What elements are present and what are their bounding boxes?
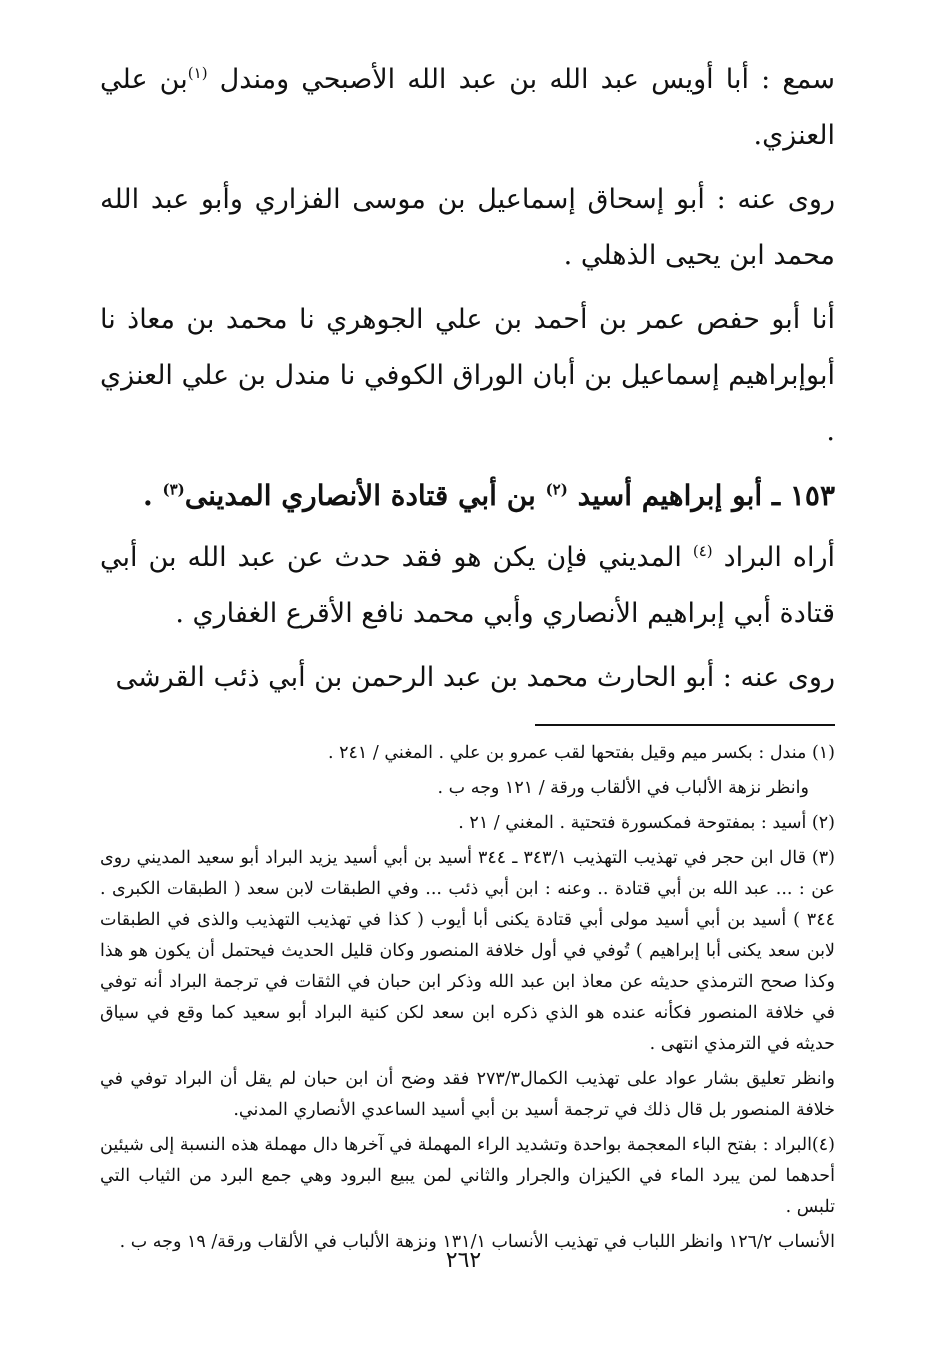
paragraph-text: بن علي العنزي. xyxy=(100,64,835,151)
heading-text: بن أبي قتادة الأنصاري المدينى xyxy=(184,479,546,512)
footnote-1: (١) مندل : بكسر ميم وقيل بفتحها لقب عمرو بن علي . المغني / ٢٤١ . xyxy=(327,743,835,763)
paragraph-narrated-by: روى عنه : أبو إسحاق إسماعيل بن موسى الفزاري وأبو عبد الله محمد ابن يحيى الذهلي . xyxy=(100,184,835,271)
page-body xyxy=(100,52,835,1262)
entry-heading xyxy=(100,468,835,524)
footnote-ref-3[interactable]: (٣) xyxy=(162,480,185,499)
paragraph-text: سمع : أبا أويس عبد الله بن عبد الله الأصبحي ومندل xyxy=(207,64,835,95)
footnote-ref-1[interactable]: (١) xyxy=(187,64,208,82)
footnote-4-continued: الأنساب ١٢٦/٢ وانظر اللباب في تهذيب الأنساب ١٣١/١ ونزهة الألباب في الألقاب ورقة/ ١٩ وجه ب . xyxy=(119,1232,835,1252)
footnotes-section xyxy=(100,738,835,1258)
paragraph-text: أراه البراد xyxy=(712,542,835,573)
footnote-ref-2[interactable]: (٢) xyxy=(545,480,568,499)
heading-text: ١٥٣ ـ أبو إبراهيم أسيد xyxy=(567,479,835,512)
footnote-1-continued: وانظر نزهة الألباب في الألقاب ورقة / ١٢١ وجه ب . xyxy=(437,778,809,798)
paragraph-heard-from xyxy=(100,52,835,164)
footnote-divider xyxy=(535,724,835,726)
paragraph-text: المديني فإن يكن هو فقد حدث عن عبد الله بن أبي قتادة أبي إبراهيم الأنصاري وأبي محمد نافع الأقرع الغفاري . xyxy=(100,542,835,629)
footnote-4: (٤)البراد : بفتح الباء المعجمة بواحدة وتشديد الراء المهملة في آخرها دال مهملة هذه النسبة إلى شيئين أحدهما لمن يبرد الماء في الكيزان والجرار والثاني لمن يبيع البرود وهي جمع البرد من الثياب التي تلبس . xyxy=(100,1135,835,1217)
heading-text: . xyxy=(142,479,163,512)
paragraph-identification xyxy=(100,530,835,642)
paragraph-narrated-by-2: روى عنه : أبو الحارث محمد بن عبد الرحمن بن أبي ذئب القرشى xyxy=(115,662,835,693)
footnote-ref-4[interactable]: (٤) xyxy=(692,542,713,560)
paragraph-isnad: أنا أبو حفص عمر بن أحمد بن علي الجوهري نا محمد بن معاذ نا أبوإبراهيم إسماعيل بن أبان الوراق الكوفي نا مندل بن علي العنزي . xyxy=(100,304,835,447)
footnote-3: (٣) قال ابن حجر في تهذيب التهذيب ٣٤٣/١ ـ ٣٤٤ أسيد بن أبي أسيد يزيد البراد أبو سعيد المديني روى عن : ... عبد الله بن أبي قتادة .. وعنه : ابن أبي ذئب ... وفي الطبقات لابن سعد ( الطبقات الكبرى . ٣٤٤ ) أسيد بن أبي أسيد مولى أبي قتادة يكنى أبا أيوب ( كذا في تهذيب التهذيب والذى في الطبقات لابن سعد يكنى أبا إبراهيم ) تُوفي في أول خلافة المنصور وكان قليل الحديث فيحتمل أن يكون هو هذا وكذا صحح الترمذي حديثه عن معاذ ابن عبد الله وذكر ابن حبان في الثقات في ترجمة البراد أنه توفي في خلافة المنصور فكأنه عنده هو الذي ذكره ابن سعد لكن كنية البراد أبو سعيد كما وقع في سياق حديثه في الترمذي انتهى . xyxy=(100,848,835,1054)
page-number: ٢٦٢ xyxy=(445,1248,482,1273)
footnote-3-continued: وانظر تعليق بشار عواد على تهذيب الكمال٢٧٣/٣ فقد وضح أن ابن حبان لم يقل أن البراد توفي في خلافة المنصور بل قال ذلك في ترجمة أسيد بن أبي أسيد الساعدي الأنصاري المدني. xyxy=(100,1069,835,1120)
footnote-2: (٢) أسيد : بمفتوحة فمكسورة فتحتية . المغني / ٢١ . xyxy=(458,813,835,833)
